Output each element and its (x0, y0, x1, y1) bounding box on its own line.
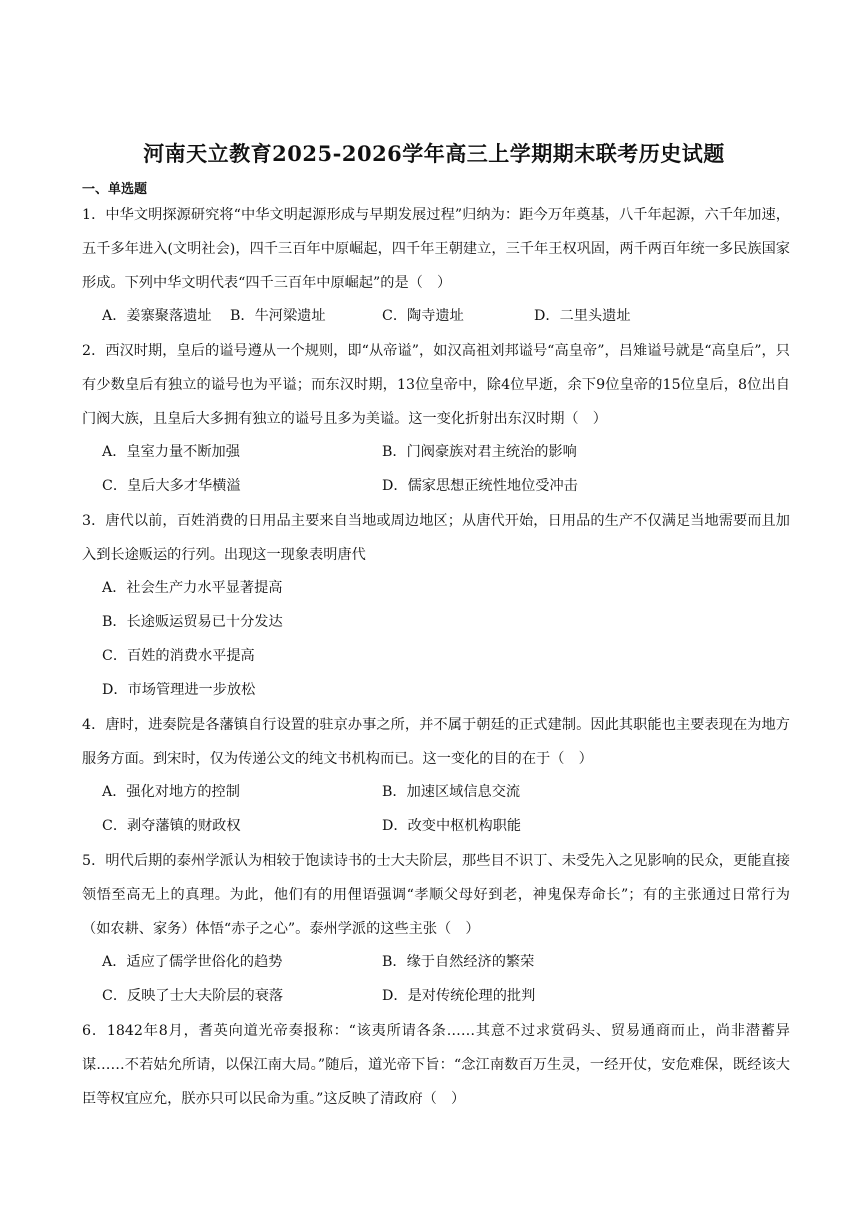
option-c[interactable]: C．陶寺遗址 (382, 308, 464, 324)
option-d[interactable]: D．是对传统伦理的批判 (382, 988, 536, 1004)
option-d[interactable]: D．二里头遗址 (534, 308, 631, 324)
page-title: 河南天立教育2025-2026学年高三上学期期末联考历史试题 (143, 141, 725, 166)
option-d[interactable]: D．儒家思想正统性地位受冲击 (382, 478, 578, 494)
option-b[interactable]: B．牛河梁遗址 (230, 308, 326, 324)
option-a[interactable]: A．社会生产力水平显著提高 (102, 580, 283, 596)
option-a[interactable]: A．强化对地方的控制 (102, 784, 240, 800)
section-heading: 一、单选题 (82, 182, 148, 197)
question-stem: 1．中华文明探源研究将“中华文明起源形成与早期发展过程”归纳为：距今万年奠基，八千年起源，六千年加速，五千多年进入(文明社会)，四千三百年中原崛起，四千年王朝建立，三千年王权巩固，两千两百年统一多民族国家形成。下列中华文明代表“四千三百年中原崛起”的是（ ） (82, 207, 790, 291)
option-a[interactable]: A．姜寨聚落遗址 (102, 308, 212, 324)
option-c[interactable]: C．反映了士大夫阶层的衰落 (102, 988, 284, 1004)
option-b[interactable]: B．门阀豪族对君主统治的影响 (382, 444, 577, 460)
option-d[interactable]: D．改变中枢机构职能 (382, 818, 522, 834)
question-stem: 5．明代后期的泰州学派认为相较于饱读诗书的士大夫阶层，那些目不识丁、未受先入之见影响的民众，更能直接领悟至高无上的真理。为此，他们有的用俚语强调“孝顺父母好到老，神鬼保寿命长”；有的主张通过日常行为（如农耕、家务）体悟“赤子之心”。泰州学派的这些主张（ ） (82, 853, 790, 937)
option-a[interactable]: A．适应了儒学世俗化的趋势 (102, 954, 283, 970)
option-c[interactable]: C．剥夺藩镇的财政权 (102, 818, 241, 834)
question-stem: 2．西汉时期，皇后的谥号遵从一个规则，即“从帝谥”，如汉高祖刘邦谥号“高皇帝”，吕雉谥号就是“高皇后”，只有少数皇后有独立的谥号也为平谥；而东汉时期，13位皇帝中，除4位早逝，余下9位皇帝的15位皇后，8位出自门阀大族，且皇后大多拥有独立的谥号且多为美谥。这一变化折射出东汉时期（ ） (82, 343, 790, 427)
question-stem: 6．1842年8月，耆英向道光帝奏报称：“该夷所请各条……其意不过求赏码头、贸易通商而止，尚非潜蓄异谋……不若姑允所请，以保江南大局。”随后，道光帝下旨：“念江南数百万生灵，一经开仗，安危难保，既经该大臣等权宜应允，朕亦只可以民命为重。”这反映了清政府（ ） (82, 1023, 790, 1107)
option-b[interactable]: B．缘于自然经济的繁荣 (382, 954, 535, 970)
option-c[interactable]: C．百姓的消费水平提高 (102, 648, 255, 664)
question-stem: 3．唐代以前，百姓消费的日用品主要来自当地或周边地区；从唐代开始，日用品的生产不仅满足当地需要而且加入到长途贩运的行列。出现这一现象表明唐代 (82, 513, 790, 563)
option-a[interactable]: A．皇室力量不断加强 (102, 444, 240, 460)
option-c[interactable]: C．皇后大多才华横溢 (102, 478, 241, 494)
option-b[interactable]: B．加速区域信息交流 (382, 784, 521, 800)
option-d[interactable]: D．市场管理进一步放松 (102, 682, 256, 698)
question-stem: 4．唐时，进奏院是各藩镇自行设置的驻京办事之所，并不属于朝廷的正式建制。因此其职能也主要表现在为地方服务方面。到宋时，仅为传递公文的纯文书机构而已。这一变化的目的在于（ ） (82, 717, 790, 767)
option-b[interactable]: B．长途贩运贸易已十分发达 (102, 614, 283, 630)
